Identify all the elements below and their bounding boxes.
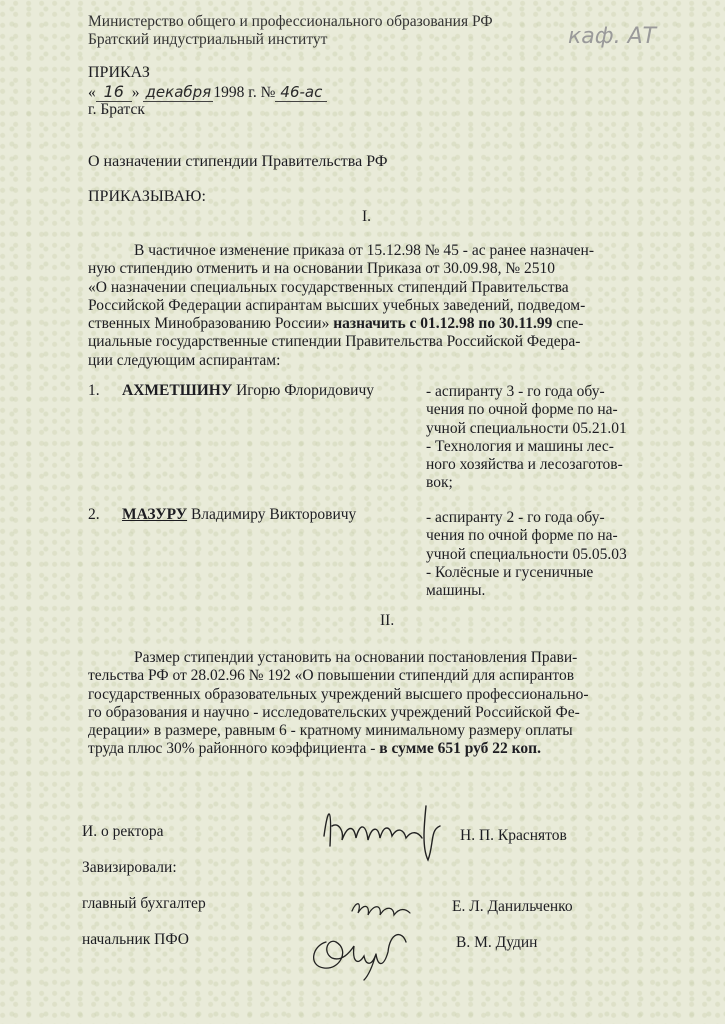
accountant-title: главный бухгалтер	[82, 895, 206, 912]
section-2-line: дерации» в размере, равным 6 - кратному минимальному размеру оплаты	[88, 722, 573, 740]
desc-line: чения по очной форме по на-	[426, 401, 618, 419]
section-1-line: «О назначении специальных государственных стипендий Правительства	[88, 278, 569, 296]
order-subject: О назначении стипендии Правительства РФ	[88, 153, 388, 170]
section-2-line	[88, 740, 644, 758]
recipient-2-name	[122, 506, 356, 524]
desc-line: вок;	[426, 474, 453, 492]
desc-line: машины.	[426, 582, 486, 600]
order-word: ПРИКАЗЫВАЮ:	[88, 188, 206, 205]
section-1-line: циальные государственные стипендии Правительства Российской Федера-	[88, 333, 581, 351]
line5-part-c: спе-	[556, 315, 584, 333]
recipient-1-name	[122, 382, 374, 400]
desc-line: учной специальности 05.05.03	[426, 545, 627, 563]
desc-line: - аспиранту 3 - го года обу-	[426, 383, 605, 400]
pfo-head-signature	[306, 922, 416, 982]
section-1-text	[88, 242, 644, 370]
order-type: ПРИКАЗ	[88, 64, 150, 81]
recipient-2-number: 2.	[88, 506, 100, 523]
date-open-quote: «	[88, 84, 96, 101]
section-2-text	[88, 649, 644, 759]
date-close-quote: »	[131, 84, 140, 101]
desc-line: учной специальности 05.21.01	[426, 419, 627, 437]
recipient-2-surname: МАЗУРУ	[122, 506, 188, 523]
section-1-line: В частичное изменение приказа от 15.12.98 № 45 - ас ранее назначен-	[134, 242, 594, 259]
order-date-line	[88, 83, 327, 102]
desc-line: ного хозяйства и лесозаготов-	[426, 456, 623, 474]
rector-title: И. о ректора	[82, 823, 164, 840]
section-2-line: государственных образовательных учреждений высшего профессионально-	[88, 685, 589, 703]
section-2-line: тельства РФ от 28.02.96 № 192 «О повышении стипендий для аспирантов	[88, 667, 575, 685]
recipient-1-number: 1.	[88, 382, 100, 399]
handwritten-department-note: каф. АТ	[568, 24, 657, 49]
section-2-numeral: II.	[380, 612, 395, 629]
ministry-name: Министерство общего и профессионального образования РФ	[88, 13, 493, 30]
order-month: декабря	[143, 83, 213, 102]
accountant-name: Е. Л. Данильченко	[452, 898, 573, 915]
accountant-signature	[348, 893, 418, 923]
institute-name: Братский индустриальный институт	[88, 31, 328, 48]
order-year: 1998 г. №	[213, 84, 276, 101]
pfo-head-title: начальник ПФО	[82, 931, 189, 948]
order-city: г. Братск	[88, 101, 145, 118]
desc-line: - Технология и машины лес-	[426, 437, 614, 455]
section-2-line: го образования и научно - исследовательских учреждений Российской Фе-	[88, 703, 580, 721]
assignment-period: назначить с 01.12.98 по 30.11.99	[333, 315, 553, 333]
section-2-line: Размер стипендии установить на основании постановления Прави-	[134, 649, 578, 666]
section-1-line: ную стипендию отменить и на основании Приказа от 30.09.98, № 2510	[88, 260, 556, 278]
recipient-1-given-names: Игорю Флоридовичу	[236, 382, 374, 399]
section-1-line: Российской Федерации аспирантам высших учебных заведений, подведом-	[88, 296, 586, 314]
desc-line: - Колёсные и гусеничные	[426, 563, 594, 581]
endorsed-label: Завизировали:	[82, 859, 177, 876]
pfo-head-name: В. М. Дудин	[456, 934, 538, 951]
section-1-line	[88, 315, 644, 333]
rector-name: Н. П. Краснятов	[460, 827, 567, 844]
order-number: 46-ас	[275, 83, 327, 102]
recipient-1-description	[426, 383, 644, 493]
order-day: 16	[96, 83, 132, 102]
recipient-2-given-names: Владимиру Викторовичу	[190, 506, 357, 523]
stipend-amount: в сумме 651 руб 22 коп.	[379, 740, 541, 758]
recipient-2-description	[426, 509, 644, 600]
desc-line: - аспиранту 2 - го года обу-	[426, 509, 605, 526]
desc-line: чения по очной форме по на-	[426, 527, 618, 545]
coefficient-text: труда плюс 30% районного коэффициента -	[88, 740, 376, 758]
line5-part-a: ственных Минобразованию России»	[88, 315, 330, 333]
rector-signature	[318, 796, 448, 866]
section-1-line: ции следующим аспирантам:	[88, 351, 281, 369]
recipient-1-surname: АХМЕТШИНУ	[122, 382, 233, 399]
section-1-numeral: I.	[362, 208, 372, 225]
